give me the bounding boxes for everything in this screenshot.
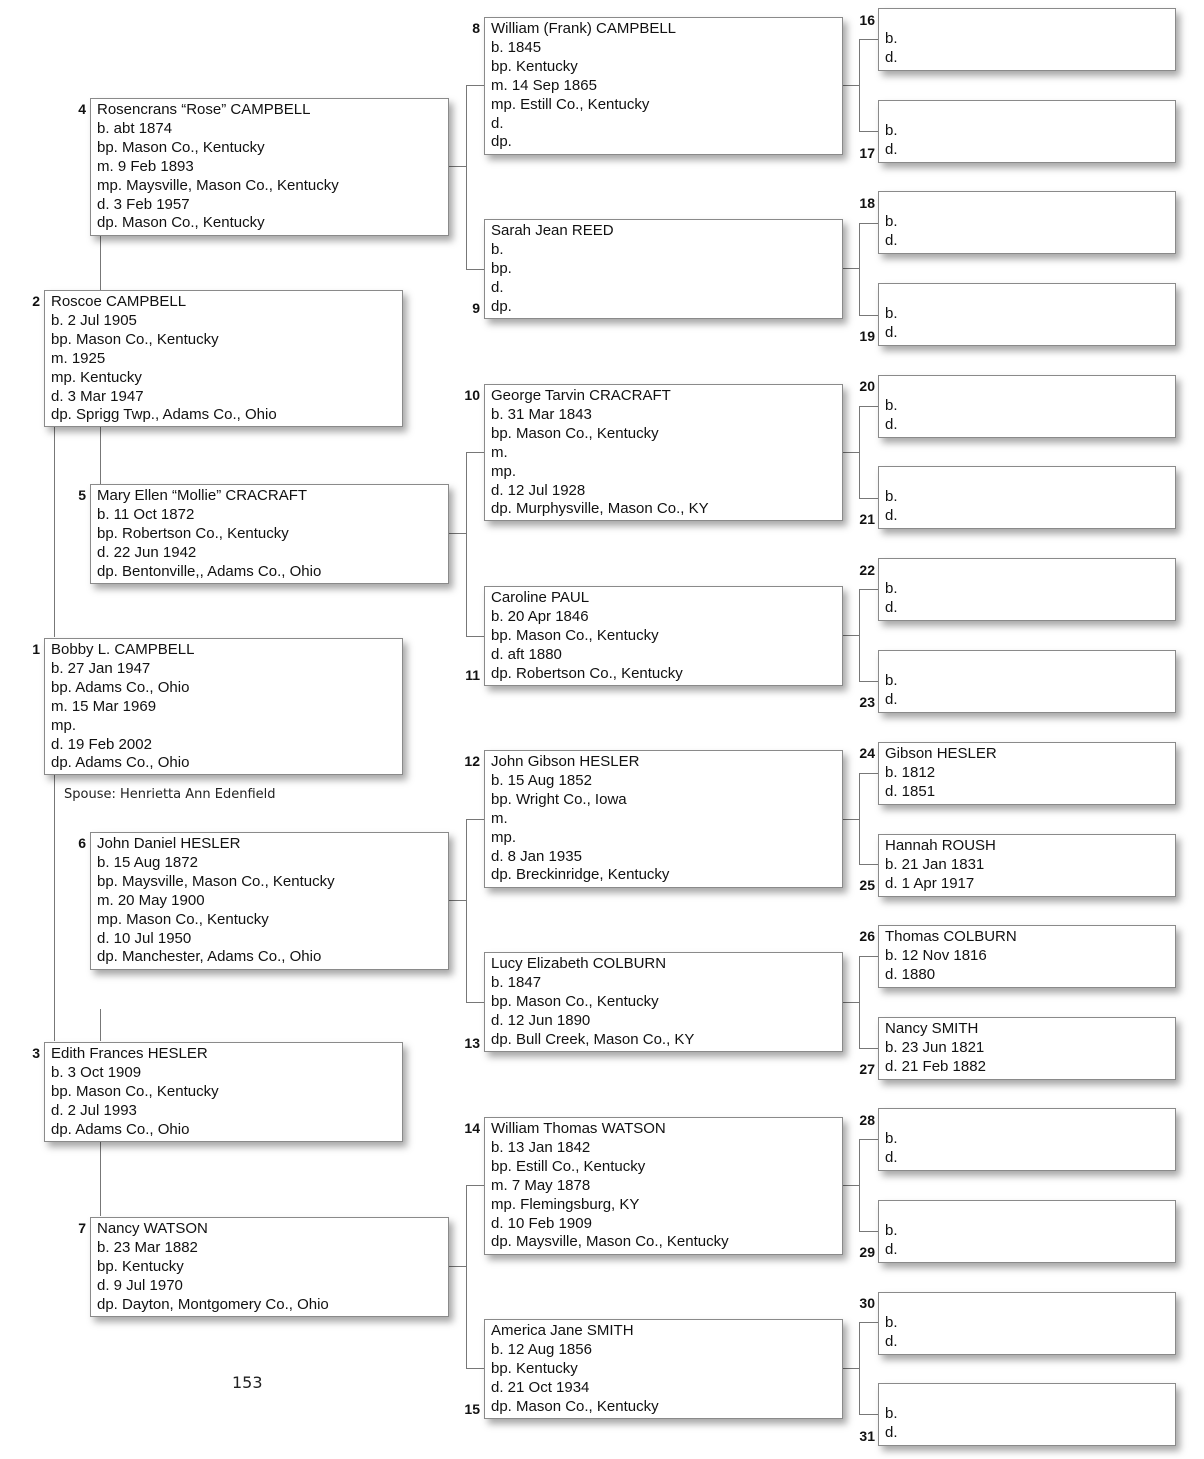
person-box-12[interactable] <box>484 750 843 888</box>
person-name <box>885 1295 1175 1314</box>
person-box-11[interactable] <box>484 586 843 686</box>
connector <box>859 39 878 40</box>
connector <box>100 1141 101 1216</box>
ahnentafel-number: 26 <box>859 928 875 944</box>
birth-date: b. <box>885 212 898 230</box>
person-box-14[interactable] <box>484 1117 843 1255</box>
birth-date: b. 2 Jul 1905 <box>51 311 137 329</box>
death-place: dp. <box>491 297 512 315</box>
death-date: d. 10 Jul 1950 <box>97 929 192 947</box>
birth-place: bp. Mason Co., Kentucky <box>51 330 219 348</box>
death-place: dp. Murphysville, Mason Co., KY <box>491 500 709 518</box>
death-date: d. 3 Mar 1947 <box>51 387 144 405</box>
connector <box>859 1139 878 1140</box>
connector <box>859 406 878 407</box>
death-date: d. 8 Jan 1935 <box>491 847 582 865</box>
person-box-9[interactable] <box>484 219 843 319</box>
ahnentafel-number: 23 <box>859 694 875 710</box>
birth-date: b. <box>885 671 898 689</box>
death-place: dp. Mason Co., Kentucky <box>97 214 265 232</box>
death-place: dp. Adams Co., Ohio <box>51 1120 190 1138</box>
connector <box>859 131 878 132</box>
connector <box>54 775 55 1041</box>
person-name: Rosencrans “Rose” CAMPBELL <box>97 101 311 118</box>
marriage-date: m. 7 May 1878 <box>491 1176 591 1194</box>
person-box-20[interactable] <box>878 375 1176 438</box>
connector <box>843 1002 859 1003</box>
birth-place: bp. Mason Co., Kentucky <box>491 626 659 644</box>
person-name <box>885 378 1175 397</box>
birth-place: bp. Mason Co., Kentucky <box>97 138 265 156</box>
birth-place: bp. Mason Co., Kentucky <box>491 992 659 1010</box>
person-box-26[interactable] <box>878 925 1176 988</box>
birth-date: b. <box>491 240 504 258</box>
birth-place: bp. Wright Co., Iowa <box>491 790 627 808</box>
ahnentafel-number: 16 <box>859 12 875 28</box>
connector <box>859 1139 860 1231</box>
death-date: d. 12 Jun 1890 <box>491 1011 591 1029</box>
person-box-7[interactable] <box>90 1217 449 1317</box>
birth-date: b. <box>885 1129 898 1147</box>
ahnentafel-number: 30 <box>859 1295 875 1311</box>
birth-place: bp. Robertson Co., Kentucky <box>97 524 289 542</box>
person-name: William (Frank) CAMPBELL <box>491 20 677 37</box>
birth-date: b. 1847 <box>491 973 542 991</box>
connector <box>843 635 859 636</box>
ahnentafel-number: 11 <box>465 667 480 683</box>
birth-date: b. 12 Aug 1856 <box>491 1340 592 1358</box>
person-name: Caroline PAUL <box>491 589 590 606</box>
person-name <box>885 1111 1175 1130</box>
death-date: d. <box>885 1240 898 1258</box>
ahnentafel-number: 15 <box>464 1401 480 1417</box>
ahnentafel-number: 14 <box>464 1120 480 1136</box>
birth-date: b. 1812 <box>885 763 936 781</box>
connector <box>859 1231 878 1232</box>
ahnentafel-number: 8 <box>472 20 480 36</box>
marriage-place: mp. <box>51 716 77 734</box>
connector <box>859 223 860 315</box>
connector <box>859 773 860 864</box>
birth-place: bp. Kentucky <box>491 1359 578 1377</box>
connector <box>859 1322 878 1323</box>
connector <box>859 1414 878 1415</box>
ahnentafel-number: 20 <box>859 378 875 394</box>
connector <box>466 819 467 1002</box>
person-box-21[interactable] <box>878 466 1176 529</box>
birth-date: b. <box>885 304 898 322</box>
death-place: dp. Manchester, Adams Co., Ohio <box>97 948 322 966</box>
person-box-24[interactable] <box>878 742 1176 805</box>
ahnentafel-number: 5 <box>78 487 86 503</box>
person-name: Nancy WATSON <box>97 1220 208 1237</box>
person-name <box>885 194 1175 213</box>
birth-place: bp. Kentucky <box>491 57 578 75</box>
person-box-3[interactable] <box>44 1042 403 1142</box>
connector <box>859 956 878 957</box>
death-date: d. 10 Feb 1909 <box>491 1214 592 1232</box>
marriage-date: m. 14 Sep 1865 <box>491 76 597 94</box>
death-place: dp. Dayton, Montgomery Co., Ohio <box>97 1295 329 1313</box>
person-name: William Thomas WATSON <box>491 1120 666 1137</box>
birth-date: b. <box>885 121 898 139</box>
marriage-place: mp. Flemingsburg, KY <box>491 1195 640 1213</box>
person-name: Roscoe CAMPBELL <box>51 293 187 310</box>
death-date: d. 21 Oct 1934 <box>491 1378 590 1396</box>
marriage-place: mp. Kentucky <box>51 368 142 386</box>
connector <box>859 406 860 498</box>
ahnentafel-number: 12 <box>464 753 480 769</box>
marriage-date: m. <box>491 443 508 461</box>
marriage-place: mp. Maysville, Mason Co., Kentucky <box>97 176 339 194</box>
connector <box>859 498 878 499</box>
death-date: d. 9 Jul 1970 <box>97 1276 183 1294</box>
death-date: d. <box>885 415 898 433</box>
birth-date: b. 1845 <box>491 38 542 56</box>
birth-place: bp. Kentucky <box>97 1257 184 1275</box>
person-name <box>885 1203 1175 1222</box>
death-date: d. 1851 <box>885 782 936 800</box>
ahnentafel-number: 31 <box>859 1428 875 1444</box>
connector <box>100 236 101 290</box>
person-box-31[interactable] <box>878 1383 1176 1446</box>
connector <box>859 589 878 590</box>
person-name: Sarah Jean REED <box>491 222 614 239</box>
ahnentafel-number: 6 <box>78 835 86 851</box>
birth-place: bp. Maysville, Mason Co., Kentucky <box>97 872 335 890</box>
death-place: dp. Sprigg Twp., Adams Co., Ohio <box>51 406 277 424</box>
marriage-place: mp. Estill Co., Kentucky <box>491 95 650 113</box>
connector <box>466 636 484 637</box>
connector <box>859 681 878 682</box>
death-date: d. <box>885 690 898 708</box>
marriage-date: m. <box>491 809 508 827</box>
connector <box>466 1185 467 1368</box>
ahnentafel-number: 27 <box>859 1061 875 1077</box>
marriage-date: m. 15 Mar 1969 <box>51 697 157 715</box>
birth-place: bp. Mason Co., Kentucky <box>51 1082 219 1100</box>
person-box-16[interactable] <box>878 8 1176 71</box>
connector <box>843 819 859 820</box>
birth-date: b. 31 Mar 1843 <box>491 405 592 423</box>
ahnentafel-number: 4 <box>78 101 86 117</box>
person-box-8[interactable] <box>484 17 843 155</box>
connector <box>466 1368 484 1369</box>
death-date: d. <box>885 48 898 66</box>
marriage-place: mp. <box>491 828 517 846</box>
birth-date: b. <box>885 29 898 47</box>
person-box-13[interactable] <box>484 952 843 1052</box>
person-box-1[interactable] <box>44 638 403 775</box>
death-date: d. <box>885 140 898 158</box>
connector <box>843 1185 859 1186</box>
page-number: 153 <box>232 1373 263 1392</box>
person-name <box>885 561 1175 580</box>
birth-date: b. 3 Oct 1909 <box>51 1063 142 1081</box>
death-date: d. 21 Feb 1882 <box>885 1057 986 1075</box>
connector <box>466 452 484 453</box>
ahnentafel-number: 29 <box>859 1244 875 1260</box>
person-name: Gibson HESLER <box>885 745 997 762</box>
person-name: Hannah ROUSH <box>885 837 996 854</box>
person-box-22[interactable] <box>878 558 1176 621</box>
ahnentafel-number: 3 <box>32 1045 40 1061</box>
person-name: Edith Frances HESLER <box>51 1045 208 1062</box>
person-name: John Gibson HESLER <box>491 753 640 770</box>
person-box-30[interactable] <box>878 1292 1176 1355</box>
birth-date: b. 15 Aug 1852 <box>491 771 592 789</box>
person-box-18[interactable] <box>878 191 1176 254</box>
death-date: d. 1880 <box>885 965 936 983</box>
person-box-17[interactable] <box>878 100 1176 163</box>
connector <box>54 427 55 637</box>
death-place: dp. Mason Co., Kentucky <box>491 1397 659 1415</box>
death-date: d. 2 Jul 1993 <box>51 1101 137 1119</box>
birth-date: b. <box>885 1404 898 1422</box>
ahnentafel-number: 25 <box>859 877 875 893</box>
connector <box>449 166 466 167</box>
death-place: dp. Robertson Co., Kentucky <box>491 664 683 682</box>
birth-date: b. abt 1874 <box>97 119 173 137</box>
connector <box>843 268 859 269</box>
ahnentafel-number: 7 <box>78 1220 86 1236</box>
connector <box>859 956 860 1048</box>
death-place: dp. Maysville, Mason Co., Kentucky <box>491 1233 729 1251</box>
person-name: George Tarvin CRACRAFT <box>491 387 671 404</box>
death-date: d. <box>885 598 898 616</box>
death-place: dp. Bentonville,, Adams Co., Ohio <box>97 562 322 580</box>
person-box-6[interactable] <box>90 832 449 970</box>
person-name: John Daniel HESLER <box>97 835 241 852</box>
connector <box>100 427 101 484</box>
connector <box>859 315 878 316</box>
connector <box>859 773 878 774</box>
person-name: Lucy Elizabeth COLBURN <box>491 955 667 972</box>
death-date: d. <box>885 231 898 249</box>
connector <box>843 452 859 453</box>
spouse-label: Spouse: Henrietta Ann Edenfield <box>64 787 276 802</box>
person-name: Thomas COLBURN <box>885 928 1017 945</box>
birth-place: bp. Adams Co., Ohio <box>51 678 190 696</box>
ahnentafel-number: 28 <box>859 1112 875 1128</box>
person-name: Nancy SMITH <box>885 1020 979 1037</box>
death-date: d. 22 Jun 1942 <box>97 543 197 561</box>
birth-place: bp. Estill Co., Kentucky <box>491 1157 646 1175</box>
connector <box>843 1368 859 1369</box>
connector <box>859 1048 878 1049</box>
connector <box>859 39 860 131</box>
person-name <box>885 1386 1175 1405</box>
birth-date: b. <box>885 487 898 505</box>
death-date: d. <box>885 323 898 341</box>
ahnentafel-number: 1 <box>32 641 40 657</box>
birth-place: bp. <box>491 259 512 277</box>
marriage-place: mp. <box>491 462 517 480</box>
person-box-2[interactable] <box>44 290 403 427</box>
marriage-date: m. 20 May 1900 <box>97 891 205 909</box>
ahnentafel-number: 17 <box>859 145 875 161</box>
connector <box>466 819 484 820</box>
connector <box>449 533 466 534</box>
person-name <box>885 286 1175 305</box>
connector <box>466 1185 484 1186</box>
ahnentafel-number: 18 <box>859 195 875 211</box>
birth-date: b. 23 Jun 1821 <box>885 1038 985 1056</box>
connector <box>449 900 466 901</box>
marriage-date: m. 1925 <box>51 349 106 367</box>
person-box-27[interactable] <box>878 1017 1176 1080</box>
person-name <box>885 653 1175 672</box>
connector <box>843 85 859 86</box>
ahnentafel-number: 22 <box>859 562 875 578</box>
person-name: Bobby L. CAMPBELL <box>51 641 195 658</box>
person-box-25[interactable] <box>878 834 1176 897</box>
ahnentafel-number: 24 <box>859 745 875 761</box>
death-date: d. 1 Apr 1917 <box>885 874 975 892</box>
person-name <box>885 469 1175 488</box>
connector <box>466 85 484 86</box>
death-date: d. 19 Feb 2002 <box>51 735 152 753</box>
connector <box>466 1002 484 1003</box>
person-box-5[interactable] <box>90 484 449 584</box>
connector <box>859 1322 860 1414</box>
birth-place: bp. Mason Co., Kentucky <box>491 424 659 442</box>
person-name: America Jane SMITH <box>491 1322 634 1339</box>
death-date: d. aft 1880 <box>491 645 562 663</box>
ahnentafel-number: 9 <box>472 300 480 316</box>
birth-date: b. <box>885 1221 898 1239</box>
connector <box>100 1009 101 1041</box>
connector <box>449 1266 466 1267</box>
person-box-23[interactable] <box>878 650 1176 713</box>
person-box-19[interactable] <box>878 283 1176 346</box>
person-box-15[interactable] <box>484 1319 843 1419</box>
connector <box>466 85 467 269</box>
connector <box>859 589 860 681</box>
birth-date: b. 13 Jan 1842 <box>491 1138 591 1156</box>
marriage-date: m. 9 Feb 1893 <box>97 157 194 175</box>
birth-date: b. 15 Aug 1872 <box>97 853 198 871</box>
person-name <box>885 103 1175 122</box>
death-date: d. <box>885 1332 898 1350</box>
connector <box>466 269 484 270</box>
birth-date: b. <box>885 1313 898 1331</box>
person-box-4[interactable] <box>90 98 449 236</box>
connector <box>859 864 878 865</box>
ahnentafel-number: 21 <box>859 511 875 527</box>
ahnentafel-number: 13 <box>464 1035 480 1051</box>
marriage-place: mp. Mason Co., Kentucky <box>97 910 269 928</box>
death-place: dp. Adams Co., Ohio <box>51 754 190 772</box>
birth-date: b. 27 Jan 1947 <box>51 659 151 677</box>
birth-date: b. 12 Nov 1816 <box>885 946 987 964</box>
death-place: dp. Bull Creek, Mason Co., KY <box>491 1030 695 1048</box>
connector <box>466 452 467 636</box>
birth-date: b. <box>885 579 898 597</box>
ahnentafel-number: 10 <box>464 387 480 403</box>
person-name <box>885 11 1175 30</box>
death-date: d. <box>885 1148 898 1166</box>
birth-date: b. 23 Mar 1882 <box>97 1238 198 1256</box>
death-date: d. 12 Jul 1928 <box>491 481 586 499</box>
birth-date: b. <box>885 396 898 414</box>
person-box-28[interactable] <box>878 1108 1176 1171</box>
person-name: Mary Ellen “Mollie” CRACRAFT <box>97 487 308 504</box>
birth-date: b. 11 Oct 1872 <box>97 505 195 523</box>
death-date: d. 3 Feb 1957 <box>97 195 190 213</box>
birth-date: b. 21 Jan 1831 <box>885 855 985 873</box>
death-place: dp. <box>491 133 512 151</box>
ahnentafel-number: 2 <box>32 293 40 309</box>
death-date: d. <box>491 278 504 296</box>
death-date: d. <box>885 1423 898 1441</box>
ahnentafel-number: 19 <box>859 328 875 344</box>
birth-date: b. 20 Apr 1846 <box>491 607 589 625</box>
connector <box>859 223 878 224</box>
death-place: dp. Breckinridge, Kentucky <box>491 866 670 884</box>
death-date: d. <box>491 114 504 132</box>
person-box-29[interactable] <box>878 1200 1176 1263</box>
death-date: d. <box>885 506 898 524</box>
person-box-10[interactable] <box>484 384 843 521</box>
